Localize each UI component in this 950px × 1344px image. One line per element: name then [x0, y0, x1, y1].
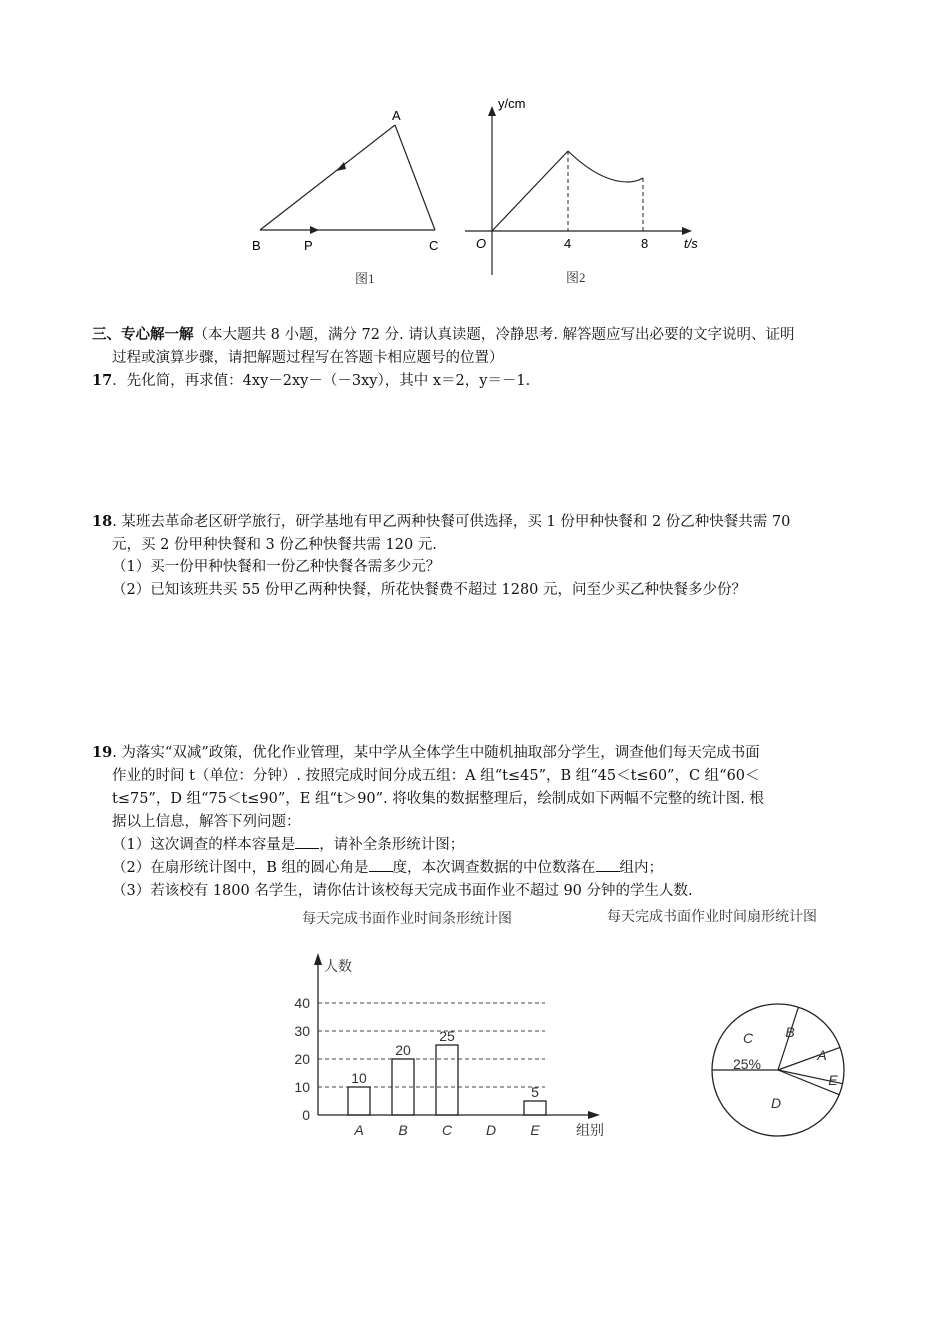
q19-sub3: （3）若该校有 1800 名学生，请你估计该校每天完成书面作业不超过 90 分钟的学生人数. [112, 883, 693, 899]
label-C: C [429, 238, 439, 253]
bar-E [524, 1101, 546, 1115]
q19-sub2-c: 组内； [619, 860, 663, 876]
bar-x-axis-arrow [588, 1111, 600, 1119]
bar-x-label: 组别 [576, 1122, 604, 1138]
bar-category-label: B [398, 1122, 408, 1138]
origin-label: O [476, 236, 487, 251]
q18-line2: 元，买 2 份甲种快餐和 3 份乙种快餐共需 120 元. [112, 537, 437, 553]
pie-slice-C: C [742, 1030, 754, 1046]
section3-header [92, 324, 795, 346]
pie-slice-B: B [785, 1024, 795, 1040]
segment-AC [395, 125, 435, 230]
q19-line2: 作业的时间 t（单位：分钟）. 按照完成时间分成五组：A 组“t≤45”，B 组“45＜t≤60”，C 组“60＜ [112, 768, 760, 784]
q19-line3: t≤75”，D 组“75＜t≤90”，E 组“t＞90”. 将收集的数据整理后，绘制成如下两幅不完整的统计图. 根 [112, 791, 765, 807]
bar-y-tick: 10 [294, 1079, 310, 1095]
y-axis-arrow [488, 106, 496, 116]
figure1-caption: 图1 [355, 271, 375, 286]
q18-line1: . 某班去革命老区研学旅行，研学基地有甲乙两种快餐可供选择，买 1 份甲种快餐和 2 份乙种快餐共需 70 [112, 514, 791, 530]
pie-chart-title: 每天完成书面作业时间扇形统计图 [607, 908, 817, 924]
bar-C [436, 1045, 458, 1115]
bar-category-label: D [485, 1122, 497, 1138]
section3-title: 三、专心解一解 [92, 326, 194, 343]
q18-number: 18 [92, 513, 113, 530]
label-P: P [304, 238, 313, 253]
bar-value-label: 25 [439, 1028, 455, 1044]
q17-number: 17 [92, 372, 113, 389]
label-A: A [392, 108, 401, 123]
x-axis-label: t/s [684, 236, 698, 251]
q19-sub2-a: （2）在扇形统计图中，B 组的圆心角是 [112, 860, 369, 876]
bar-chart-title: 每天完成书面作业时间条形统计图 [302, 910, 512, 926]
bar-category-label: C [441, 1122, 453, 1138]
bar-y-tick: 20 [294, 1051, 310, 1067]
bar-value-label: 10 [351, 1070, 367, 1086]
bar-category-label: A [354, 1122, 364, 1138]
q19-sub1-a: （1）这次调查的样本容量是 [112, 837, 296, 853]
tick-4: 4 [564, 236, 572, 251]
answer-blank[interactable] [369, 857, 393, 872]
x-axis-arrow [682, 227, 692, 235]
q19-sub2-b: 度，本次调查数据的中位数落在 [392, 860, 596, 876]
q18-sub2: （2）已知该班共买 55 份甲乙两种快餐，所花快餐费不超过 1280 元，问至少买乙种快餐多少份？ [112, 582, 747, 598]
pie-percent-C: 25% [732, 1056, 762, 1072]
pie-slice-D: D [770, 1095, 782, 1111]
bar-y-tick: 30 [294, 1023, 310, 1039]
bar-y-axis-arrow [314, 953, 322, 965]
q19-sub1-b: ，请补全条形统计图； [319, 837, 465, 853]
question-17 [92, 370, 530, 392]
bar-y-tick: 0 [302, 1107, 310, 1123]
rise-segment [492, 151, 568, 231]
figure2 [460, 90, 710, 290]
pie-slice-edge [778, 1047, 840, 1070]
decay-curve [568, 151, 643, 182]
section3-desc-2: 过程或演算步骤，请把解题过程写在答题卡相应题号的位置） [112, 350, 504, 366]
segment-AB [260, 125, 395, 230]
q19-number: 19 [92, 744, 113, 761]
tick-8: 8 [641, 236, 649, 251]
label-B: B [252, 238, 261, 253]
bar-value-label: 20 [395, 1042, 411, 1058]
bar-value-label: 5 [531, 1084, 539, 1100]
question-18 [92, 511, 790, 533]
bar-chart [280, 905, 620, 1145]
bar-y-label: 人数 [324, 958, 352, 974]
section3-desc-1: （本大题共 8 小题，满分 72 分. 请认真读题，冷静思考. 解答题应写出必要的文字说明、证明 [193, 327, 795, 343]
pie-slice-A: A [817, 1047, 827, 1063]
q18-sub1: （1）买一份甲种快餐和一份乙种快餐各需多少元？ [112, 559, 441, 575]
bar-A [348, 1087, 370, 1115]
bar-y-tick: 40 [294, 995, 310, 1011]
arrow-on-BC [310, 226, 319, 234]
q19-line4: 据以上信息，解答下列问题： [112, 814, 301, 830]
figure2-caption: 图2 [566, 270, 586, 285]
q19-sub1 [112, 834, 464, 856]
q19-sub2 [112, 857, 663, 879]
pie-chart [600, 905, 870, 1145]
figure1 [240, 105, 460, 290]
y-axis-label: y/cm [498, 96, 526, 111]
arrow-on-AB [336, 162, 346, 171]
q19-line1: . 为落实“双减”政策，优化作业管理，某中学从全体学生中随机抽取部分学生，调查他们每天完成书面 [112, 745, 760, 761]
bar-category-label: E [530, 1122, 540, 1138]
answer-blank[interactable] [596, 857, 620, 872]
answer-blank[interactable] [295, 834, 319, 849]
q17-text: ．先化简，再求值：4xy－2xy－（－3xy），其中 x＝2，y＝－1. [112, 373, 531, 389]
pie-slice-E: E [828, 1072, 838, 1088]
question-19 [92, 742, 760, 764]
